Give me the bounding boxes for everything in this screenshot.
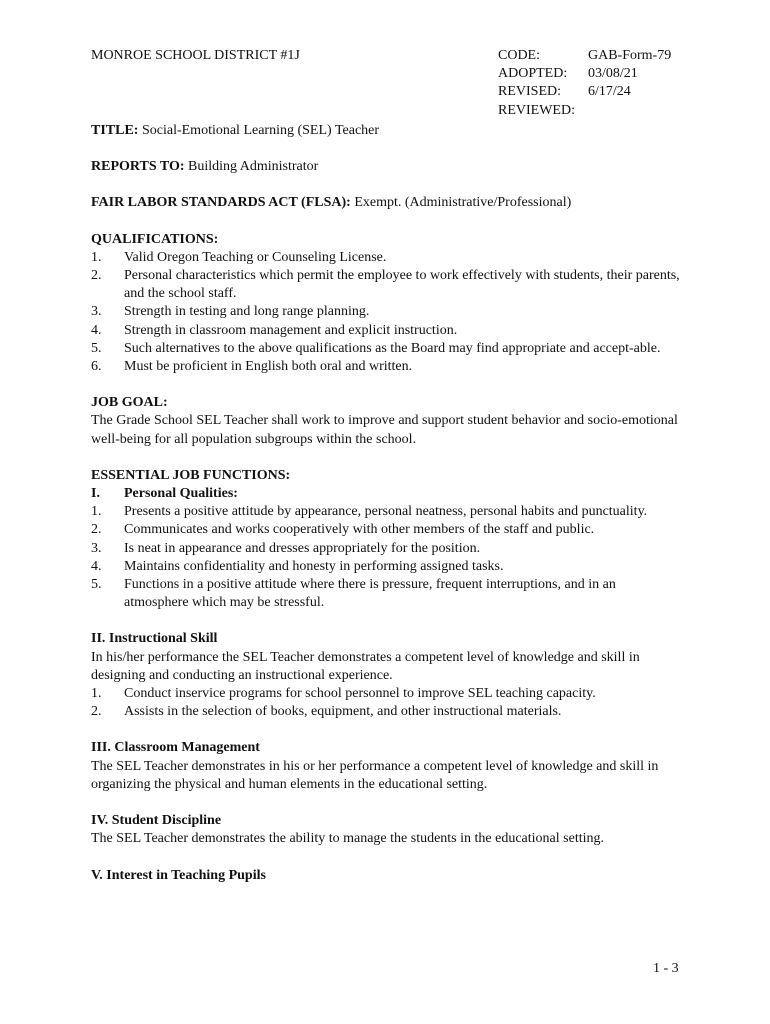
interest-teaching-section <box>91 867 681 885</box>
list-number: 4. <box>91 322 102 338</box>
reports-to-value: Building Administrator <box>184 159 319 175</box>
meta-adopted-label: ADOPTED: <box>498 66 568 82</box>
section-gap <box>91 449 681 467</box>
list-number: 5. <box>91 340 102 356</box>
flsa-label: FAIR LABOR STANDARDS ACT (FLSA): <box>91 195 351 211</box>
flsa-value: Exempt. (Administrative/Professional) <box>350 195 572 211</box>
subsection-heading <box>91 485 681 503</box>
list-text: Personal characteristics which permit the employee to work effectively with students, their parents, and the school staff. <box>124 268 680 302</box>
list-item <box>91 358 681 376</box>
list-number: 1. <box>91 504 102 520</box>
job-goal-section <box>91 394 681 449</box>
classroom-management-section <box>91 739 681 794</box>
list-number: 6. <box>91 359 102 375</box>
reports-to-line <box>91 158 681 176</box>
list-item <box>91 521 681 539</box>
subsection-title: Personal Qualities: <box>124 486 238 502</box>
list-text: Must be proficient in English both oral and written. <box>124 359 413 375</box>
instructional-skill-text: In his/her performance the SEL Teacher demonstrates a competent level of knowledge and skill in designing and conducting an instructional experience. <box>91 649 640 683</box>
list-text: Conduct inservice programs for school personnel to improve SEL teaching capacity. <box>124 686 596 702</box>
list-text: Communicates and works cooperatively with other members of the staff and public. <box>124 522 595 538</box>
meta-adopted-value: 03/08/21 <box>588 66 638 82</box>
list-item <box>91 540 681 558</box>
district-name: MONROE SCHOOL DISTRICT #1J <box>91 48 300 63</box>
meta-revised-value: 6/17/24 <box>588 84 631 100</box>
list-text: Assists in the selection of books, equipment, and other instructional materials. <box>124 704 562 720</box>
list-number: 2. <box>91 268 102 284</box>
list-number: 2. <box>91 704 102 720</box>
job-title-label: TITLE: <box>91 123 139 138</box>
list-number: 3. <box>91 304 102 320</box>
job-title-value: Social-Emotional Learning (SEL) Teacher <box>138 123 380 138</box>
job-goal-heading: JOB GOAL: <box>91 395 168 411</box>
section-gap <box>91 794 681 812</box>
section-gap <box>91 376 681 394</box>
classroom-management-heading: III. Classroom Management <box>91 740 260 756</box>
document-meta <box>498 47 671 120</box>
list-text: Is neat in appearance and dresses appropriately for the position. <box>124 540 481 556</box>
list-item <box>91 558 681 576</box>
meta-revised-label: REVISED: <box>498 84 561 100</box>
list-item <box>91 685 681 703</box>
section-gap <box>91 612 681 630</box>
qualifications-section <box>91 231 681 377</box>
meta-code-label: CODE: <box>498 48 540 63</box>
section-gap <box>91 721 681 739</box>
student-discipline-heading: IV. Student Discipline <box>91 813 222 829</box>
instructional-skill-section <box>91 630 681 721</box>
essential-functions-section <box>91 467 681 613</box>
list-item <box>91 503 681 521</box>
list-number: 1. <box>91 686 102 702</box>
job-title-line <box>91 122 681 140</box>
list-text: Maintains confidentiality and honesty in performing assigned tasks. <box>124 558 504 574</box>
list-number: 4. <box>91 558 102 574</box>
job-goal-text: The Grade School SEL Teacher shall work to improve and support student behavior and socio-emotional well-being for all population subgroups within the school. <box>91 413 678 447</box>
interest-teaching-heading: V. Interest in Teaching Pupils <box>91 867 266 883</box>
essential-functions-heading: ESSENTIAL JOB FUNCTIONS: <box>91 467 291 483</box>
list-number: 2. <box>91 522 102 538</box>
meta-revised-row <box>498 83 671 101</box>
list-text: Functions in a positive attitude where there is pressure, frequent interruptions, and in an atmosphere which may be stressful. <box>124 577 616 611</box>
meta-code-row <box>498 47 671 65</box>
student-discipline-text: The SEL Teacher demonstrates the ability to manage the students in the educational setting. <box>91 831 604 847</box>
meta-reviewed-label: REVIEWED: <box>498 102 575 118</box>
list-text: Presents a positive attitude by appearance, personal neatness, personal habits and punctuality. <box>124 504 648 520</box>
instructional-skill-heading: II. Instructional Skill <box>91 631 218 647</box>
student-discipline-section <box>91 812 681 848</box>
list-item <box>91 340 681 358</box>
meta-reviewed-row <box>498 102 671 120</box>
list-text: Strength in testing and long range planning. <box>124 304 370 320</box>
document-body <box>91 122 681 885</box>
flsa-line <box>91 194 681 212</box>
list-number: 3. <box>91 540 102 556</box>
list-text: Strength in classroom management and explicit instruction. <box>124 322 458 338</box>
list-item <box>91 703 681 721</box>
page-number: 1 - 3 <box>653 961 679 976</box>
meta-code-value: GAB-Form-79 <box>588 48 672 63</box>
list-item <box>91 249 681 267</box>
reports-to-label: REPORTS TO: <box>91 159 185 175</box>
list-text: Valid Oregon Teaching or Counseling License. <box>124 249 387 265</box>
meta-adopted-row <box>498 65 671 83</box>
qualifications-heading: QUALIFICATIONS: <box>91 231 219 247</box>
list-number: 1. <box>91 249 102 265</box>
list-item <box>91 303 681 321</box>
list-number: 5. <box>91 577 102 593</box>
subsection-number: I. <box>91 486 100 502</box>
list-text: Such alternatives to the above qualifications as the Board may find appropriate and accept-able. <box>124 340 661 356</box>
section-gap <box>91 849 681 867</box>
classroom-management-text: The SEL Teacher demonstrates in his or her performance a competent level of knowledge and skill in organizing the physical and human elements in the educational setting. <box>91 758 659 792</box>
list-item <box>91 322 681 340</box>
list-item <box>91 267 681 303</box>
list-item <box>91 576 681 612</box>
